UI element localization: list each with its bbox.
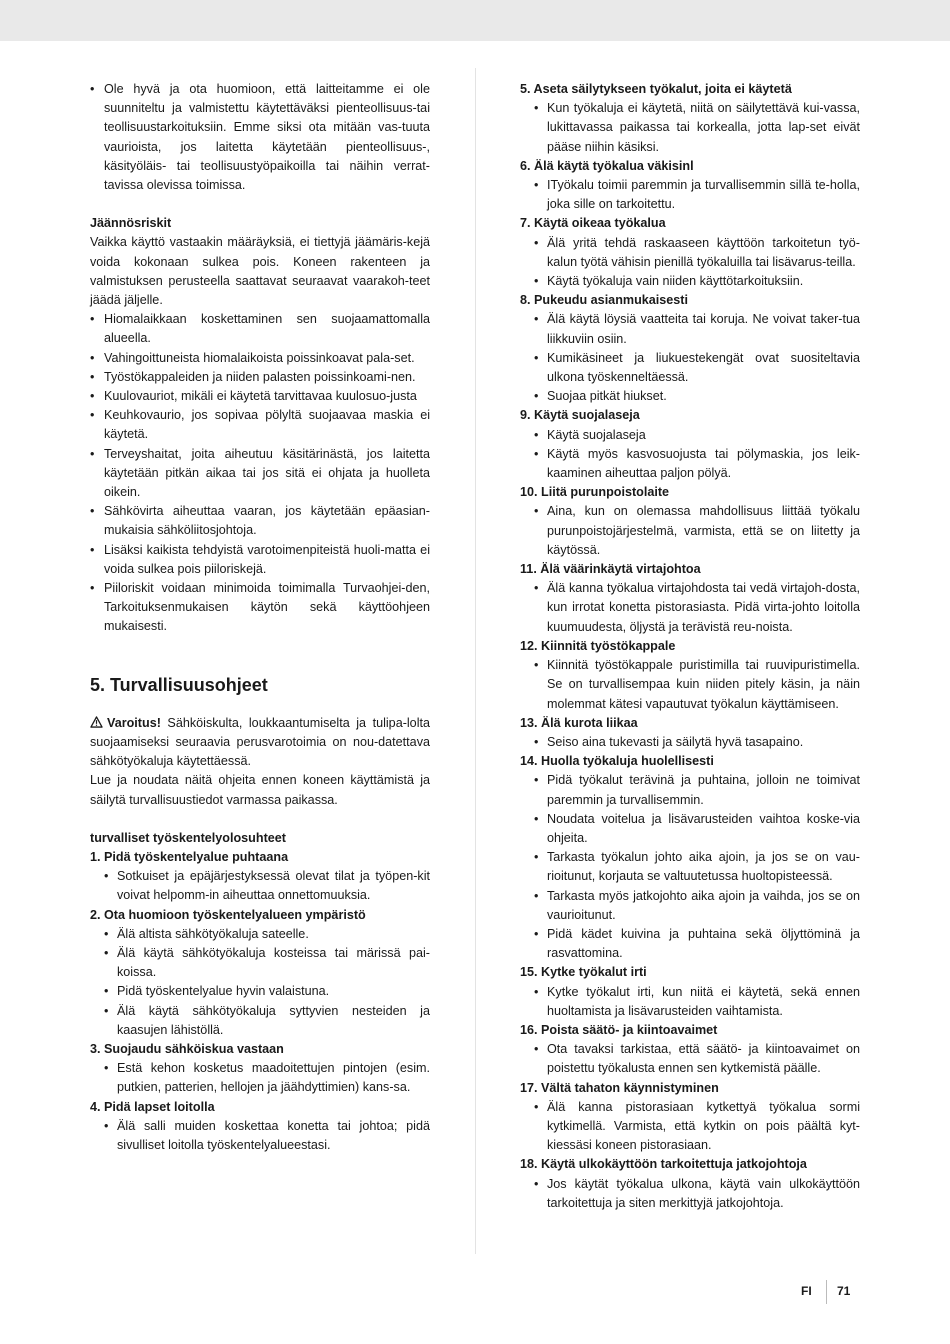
rule-title: 7. Käytä oikeaa työkalua [520,216,666,231]
rule-title: 12. Kiinnitä työstökappale [520,638,676,653]
list-item: • Sähkövirta aiheuttaa vaaran, jos käytetään epäasian-mukaisia sähköliitosjohtoja. [90,502,430,540]
list-item: • Käytä työkaluja vain niiden käyttötarkoituksiin. [520,272,860,291]
list-item: • Tarkasta työkalun johto aika ajoin, ja jos se on vau-rioitunut, korjauta se valtuutetussa huoltopisteessä. [520,848,860,886]
rule-list [520,176,860,214]
list-item: • Suojaa pitkät hiukset. [520,387,860,406]
list-item: • Noudata voitelua ja lisävarusteiden vaihtoa koske-via ohjeita. [520,810,860,848]
list-item: • Pidä kädet kuivina ja puhtaina sekä öljyttöminä ja rasvattomina. [520,925,860,963]
rule-title: 17. Vältä tahaton käynnistyminen [520,1080,719,1095]
list-item: • ITyökalu toimii paremmin ja turvallisemmin sillä te-holla, joka sille on tarkoitettu. [520,176,860,214]
rule-list [520,656,860,714]
warning-triangle-icon [90,716,103,728]
list-item: • Älä kanna työkalua virtajohdosta tai vedä virtajoh-dosta, kun irrotat konetta pistorasiasta. Pidä virta-johto loitolla kuumuudesta, öljystä ja terävistä reu-noista. [520,579,860,637]
list-item: • Pidä työkalut terävinä ja puhtaina, jolloin ne toimivat paremmin ja turvallisemmin. [520,771,860,809]
rule-list [90,867,430,905]
intro-list [90,80,430,195]
rule-list [520,234,860,292]
rule-list [520,1175,860,1213]
list-item: • Terveyshaitat, joita aiheutuu käsitärinästä, jos laitetta käytetään pitkän aikaa tai jos sitä ei ohjata ja huolleta oikein. [90,445,430,503]
rule-list [520,99,860,157]
list-item: • Älä käytä löysiä vaatteita tai koruja. Ne voivat taker-tua liikkuviin osiin. [520,310,860,348]
conditions-heading: turvalliset työskentelyolosuhteet [90,830,286,845]
top-band [0,0,950,41]
list-item: • Tarkasta myös jatkojohto aika ajoin ja vaihda, jos se on vaurioitunut. [520,887,860,925]
rule-list [520,1098,860,1156]
rule-title: 14. Huolla työkaluja huolellisesti [520,754,714,769]
list-item: • Kun työkaluja ei käytetä, niitä on säilytettävä kui-vassa, lukittavassa paikassa tai korkealla, jotta lap-set eivät pääse niihin käsiksi. [520,99,860,157]
warning-label: Varoitus! [107,715,161,730]
rule-list [90,1059,430,1097]
rule-list [520,733,860,752]
list-item: • Pidä työskentelyalue hyvin valaistuna. [90,982,430,1001]
page-number: 71 [837,1284,851,1298]
list-item: • Käytä myös kasvosuojusta tai pölymaskia, jos leik-kaaminen aiheuttaa paljon pölyä. [520,445,860,483]
rule-title: 3. Suojaudu sähköiskua vastaan [90,1041,284,1056]
rule-list [90,925,430,1040]
rule-title: 2. Ota huomioon työskentelyalueen ympäristö [90,907,366,922]
rule-list [520,310,860,406]
rule-title: 4. Pidä lapset loitolla [90,1099,215,1114]
rule-title: 1. Pidä työskentelyalue puhtaana [90,849,289,864]
list-item: • Kuulovauriot, mikäli ei käytetä tarvittavaa kuulosuo-justa [90,387,430,406]
rule-list [520,502,860,560]
warning-text: Sähköiskulta, loukkaantumiselta ja tulipa-lolta suojaamiseksi seuraavia perusvarotoimia on nou-datettava sähkötyökaluja käytettäessä. [90,715,430,769]
read-instructions-text: Lue ja noudata näitä ohjeita ennen koneen käyttämistä ja säilytä turvallisuustiedot varmassa paikassa. [90,773,430,807]
left-column [90,80,430,1155]
list-item: • Kytke työkalut irti, kun niitä ei käytetä, sekä ennen huoltamista ja lisävarusteiden vaihtamista. [520,983,860,1021]
rule-title: 16. Poista säätö- ja kiintoavaimet [520,1022,718,1037]
list-item: • Älä yritä tehdä raskaaseen käyttöön tarkoitetun työ-kalun työtä vähisin pienillä työkaluilla tai lisävarus-teilla. [520,234,860,272]
rule-title: 10. Liitä purunpoistolaite [520,485,670,500]
list-item: • Käytä suojalaseja [520,426,860,445]
rule-list [520,771,860,963]
footer-language: FI [801,1284,812,1298]
list-item: • Jos käytät työkalua ulkona, käytä vain ulkokäyttöön tarkoitettuja ja siten merkittyjä jatkojohtoja. [520,1175,860,1213]
rule-list [520,983,860,1021]
list-item: • Älä kanna pistorasiaan kytkettyä työkalua sormi kytkimellä. Varmista, että kytkin on pois päältä kyt-kiessäsi koneen pistorasiaan. [520,1098,860,1156]
list-item: • Älä käytä sähkötyökaluja kosteissa tai märissä pai-koissa. [90,944,430,982]
list-item: • Ota tavaksi tarkistaa, että säätö- ja kiintoavaimet on poistettu työkalusta ennen sen kytkemistä päälle. [520,1040,860,1078]
list-item: • Älä käytä sähkötyökaluja syttyvien nesteiden ja kaasujen lähistöllä. [90,1002,430,1040]
residual-risks-text: Vaikka käyttö vastaakin määräyksiä, ei tiettyjä jäämäris-kejä voida kokonaan sulkea pois. Koneen rakenteen ja valmistuksen perusteella saattavat seuraavat vaarakoh-teet jäädä jäljelle. [90,235,430,308]
list-item: • Työstökappaleiden ja niiden palasten poissinkoami-nen. [90,368,430,387]
rule-title: 5. Aseta säilytykseen työkalut, joita ei käytetä [520,82,792,96]
rule-title: 13. Älä kurota liikaa [520,715,638,730]
rule-title: 9. Käytä suojalaseja [520,408,640,423]
footer-divider [826,1280,827,1304]
right-column [520,80,860,1213]
list-item: • Hiomalaikkaan koskettaminen sen suojaamattomalla alueella. [90,310,430,348]
residual-risks-heading: Jäännösriskit [90,216,172,231]
list-item: • Sotkuiset ja epäjärjestyksessä olevat tilat ja työpen-kit voivat helpomm-in aiheuttaa onnettomuuksia. [90,867,430,905]
residual-risks-list [90,310,430,636]
section-title: 5. Turvallisuusohjeet [90,674,268,695]
list-item: • Keuhkovaurio, jos sopivaa pölyltä suojaavaa maskia ei käytetä. [90,406,430,444]
rule-list [520,426,860,484]
list-item: • Seiso aina tukevasti ja säilytä hyvä tasapaino. [520,733,860,752]
list-item: • Ole hyvä ja ota huomioon, että laitteitamme ei ole suunniteltu ja valmistettu käytettäväksi pienteollisuus-tai teollisuustarkoituksiin. Emme siksi ota mitään vas-tuuta vaurioista, jos laitetta käytetään pienteollisuus-, käsityöläis- tai teollisuustyöpaikoilla tai näihin verrat-tavissa olevissa toimissa. [90,80,430,195]
warning-paragraph [90,714,430,772]
rule-title: 15. Kytke työkalut irti [520,965,647,980]
rule-title: 11. Älä väärinkäytä virtajohtoa [520,562,701,577]
rule-title: 18. Käytä ulkokäyttöön tarkoitettuja jatkojohtoja [520,1157,807,1172]
list-item: • Aina, kun on olemassa mahdollisuus liittää työkalu purunpoistojärjestelmä, varmista, että se on liitetty ja käytössä. [520,502,860,560]
list-item: • Estä kehon kosketus maadoitettujen pintojen (esim. putkien, patterien, hellojen ja jäähdyttimien) kans-sa. [90,1059,430,1097]
rule-list [520,579,860,637]
rule-title: 6. Älä käytä työkalua väkisinl [520,158,694,173]
list-item: • Älä altista sähkötyökaluja sateelle. [90,925,430,944]
list-item: • Älä salli muiden koskettaa konetta tai johtoa; pidä sivulliset loitolla työskentelyalueestasi. [90,1117,430,1155]
list-item: • Vahingoittuneista hiomalaikoista poissinkoavat pala-set. [90,349,430,368]
list-item: • Lisäksi kaikista tehdyistä varotoimenpiteistä huoli-matta ei voida sulkea pois piiloriskejä. [90,541,430,579]
rule-title: 8. Pukeudu asianmukaisesti [520,293,688,308]
list-item: • Kumikäsineet ja liukuestekengät ovat suositeltavia ulkona työskenneltäessä. [520,349,860,387]
rule-list [520,1040,860,1078]
column-divider [475,68,476,1254]
list-item: • Kiinnitä työstökappale puristimilla tai ruuvipuristimella. Se on turvallisempaa kuin niiden pitely käsin, ja näin molemmat kätesi vapautuvat työkalun käyttämiseen. [520,656,860,714]
list-item: • Piiloriskit voidaan minimoida toimimalla Turvaohjei-den, Tarkoituksenmukaisen käytön sekä käyttöohjeen mukaisesti. [90,579,430,637]
rule-list [90,1117,430,1155]
